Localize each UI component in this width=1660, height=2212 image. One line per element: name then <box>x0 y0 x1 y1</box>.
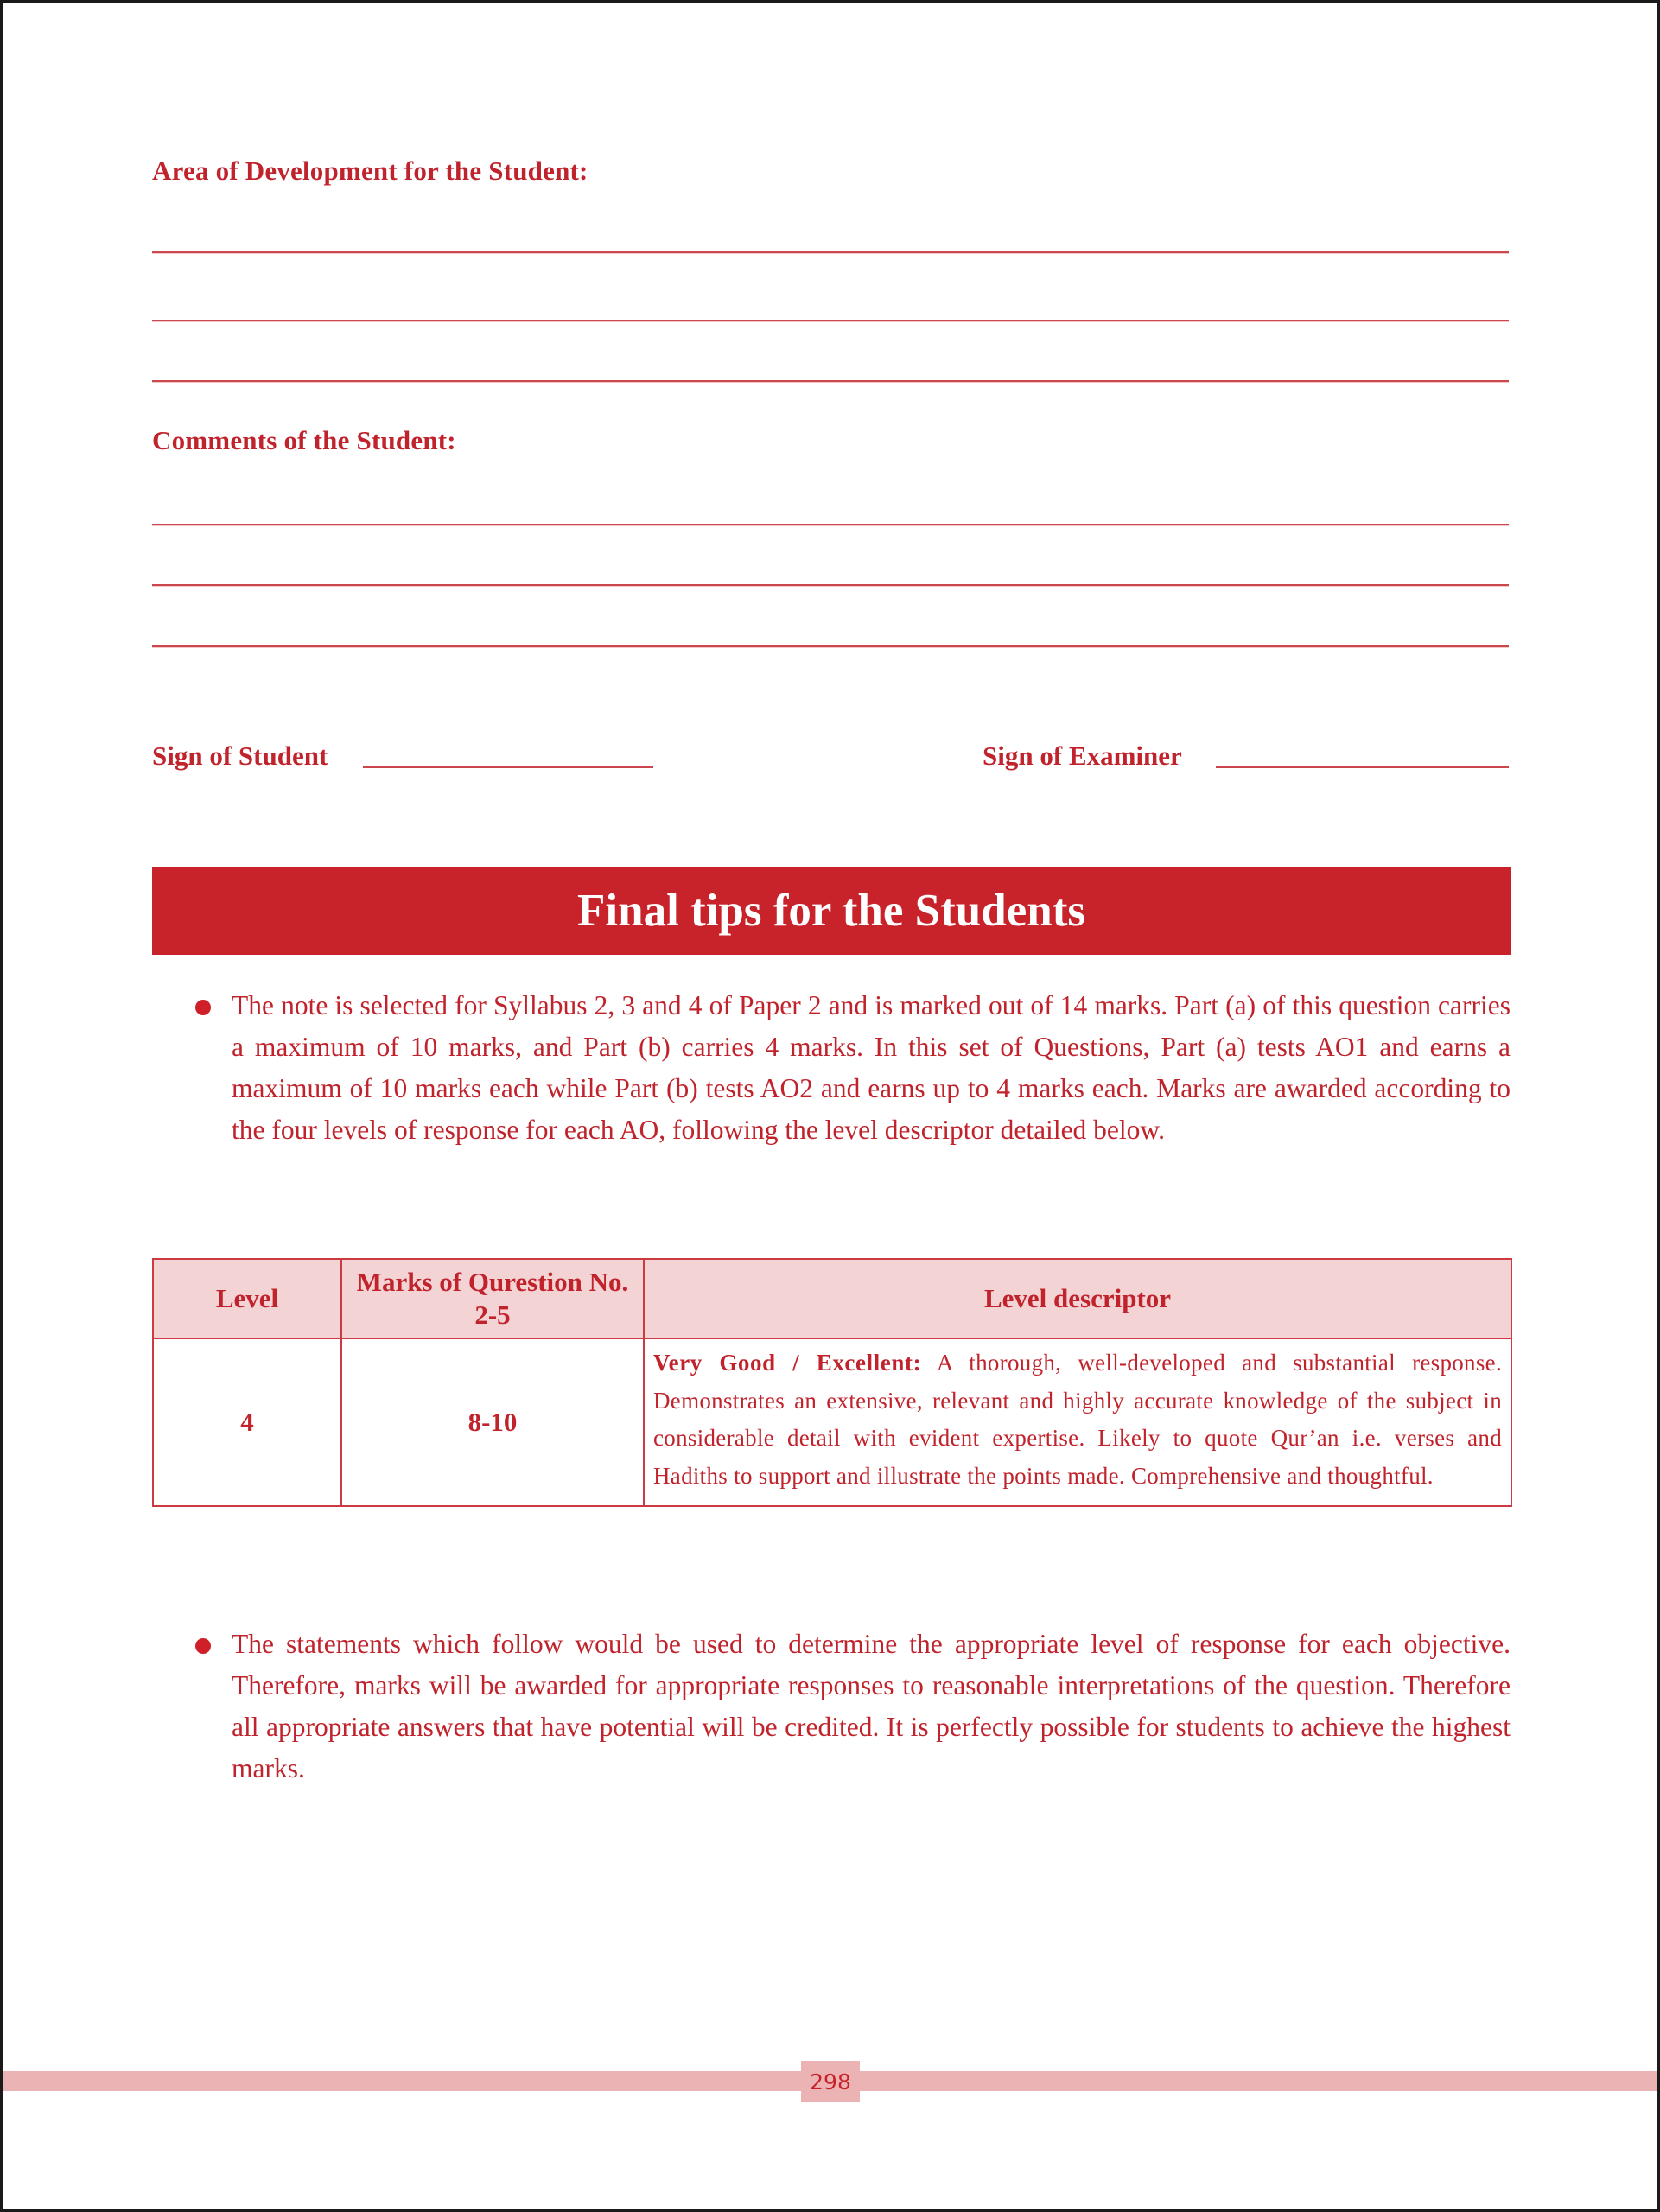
descriptor-title: Very Good / Excellent: <box>653 1350 922 1376</box>
column-header-level: Level <box>153 1259 341 1338</box>
tip-text: The statements which follow would be used to determine the appropriate level of response for each objective. Therefore, marks will be awarded for appropriate responses to reasonable interpretations of the question. Therefore all appropriate answers that have potential will be credited. It is perfectly possible for students to achieve the highest marks. <box>232 1629 1511 1783</box>
area-of-development-line-2[interactable] <box>152 320 1509 321</box>
table-header-row <box>153 1259 1511 1338</box>
comments-line-2[interactable] <box>152 584 1509 586</box>
page-number-box <box>801 2061 860 2102</box>
cell-marks: 8-10 <box>341 1338 644 1506</box>
bullet-icon <box>195 1638 211 1654</box>
cell-descriptor <box>644 1338 1511 1506</box>
sign-examiner-line[interactable] <box>1216 766 1509 768</box>
table-row <box>153 1338 1511 1506</box>
column-header-descriptor: Level descriptor <box>644 1259 1511 1338</box>
page-number: 298 <box>810 2069 851 2094</box>
descriptor-text: A thorough, well-developed and substantial response. Demonstrates an extensive, relevant and highly accurate knowledge of the subject in considerable detail with evident expertise. Likely to quote Qur’an i.e. verses and Hadiths to support and illustrate the points made. Comprehensive and thoughtful. <box>653 1350 1502 1489</box>
bullet-icon <box>195 1000 211 1015</box>
tip-item <box>192 985 1511 1151</box>
area-of-development-label: Area of Development for the Student: <box>152 156 588 186</box>
cell-level: 4 <box>153 1338 341 1506</box>
sign-student-line[interactable] <box>363 766 653 768</box>
comments-label: Comments of the Student: <box>152 425 456 455</box>
comments-line-1[interactable] <box>152 524 1509 525</box>
tip-text: The note is selected for Syllabus 2, 3 and 4 of Paper 2 and is marked out of 14 marks. Part (a) of this question carries a maximum of 10 marks, and Part (b) carries 4 marks. In this set of Questions, Part (a) tests AO1 and earns a maximum of 10 marks each while Part (b) tests AO2 and earns up to 4 marks each. Marks are awarded according to the four levels of response for each AO, following the level descriptor detailed below. <box>232 990 1511 1145</box>
sign-student-label: Sign of Student <box>152 741 328 771</box>
section-banner <box>152 867 1511 955</box>
column-header-marks: Marks of Qurestion No. 2-5 <box>341 1259 644 1338</box>
sign-examiner-label: Sign of Examiner <box>983 741 1182 771</box>
comments-line-3[interactable] <box>152 645 1509 647</box>
section-title: Final tips for the Students <box>577 886 1085 936</box>
tip-item <box>192 1624 1511 1789</box>
area-of-development-line-3[interactable] <box>152 380 1509 382</box>
area-of-development-line-1[interactable] <box>152 251 1509 253</box>
level-descriptor-table <box>152 1258 1512 1507</box>
